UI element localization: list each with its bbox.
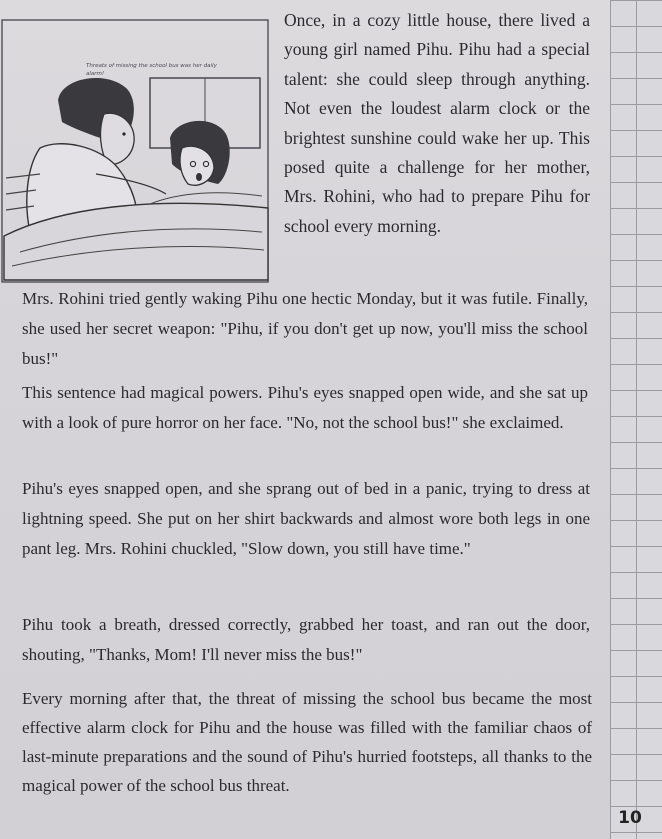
story-paragraph-2: This sentence had magical powers. Pihu's eyes snapped open wide, and she sat up with a look of pure horror on her face. "No, not the school bus!" she exclaimed. xyxy=(22,383,588,432)
illustration-caption: Threats of missing the school bus was her daily alarm! xyxy=(86,63,217,77)
mother-waking-girl-illustration xyxy=(0,18,272,288)
story-paragraph-1: Mrs. Rohini tried gently waking Pihu one hectic Monday, but it was futile. Finally, she used her secret weapon: "Pihu, if you don't get up now, you'll miss the school bus!" xyxy=(22,289,588,368)
story-paragraph-5: Every morning after that, the threat of missing the school bus became the most effective alarm clock for Pihu and the house was filled with the familiar chaos of last-minute preparations and the sound of Pihu's hurried footsteps, all thanks to the magical power of the school bus threat. xyxy=(22,689,592,795)
grid-margin-strip xyxy=(610,0,662,839)
story-illustration xyxy=(0,18,272,288)
story-paragraph-3: Pihu's eyes snapped open, and she sprang out of bed in a panic, trying to dress at lightning speed. She put on her shirt backwards and almost wore both legs in one pant leg. Mrs. Rohini chuckled, "Slow down, you still have time." xyxy=(22,479,590,558)
story-intro-paragraph: Once, in a cozy little house, there lived a young girl named Pihu. Pihu had a special talent: she could sleep through anything. Not even the loudest alarm clock or the brightest sunshine could wake her up. This posed quite a challenge for her mother, Mrs. Rohini, who had to prepare Pihu for school every morning. xyxy=(284,10,590,236)
story-paragraph-4: Pihu took a breath, dressed correctly, grabbed her toast, and ran out the door, shouting, "Thanks, Mom! I'll never miss the bus!" xyxy=(22,615,590,664)
page-number: 10 xyxy=(618,808,642,828)
